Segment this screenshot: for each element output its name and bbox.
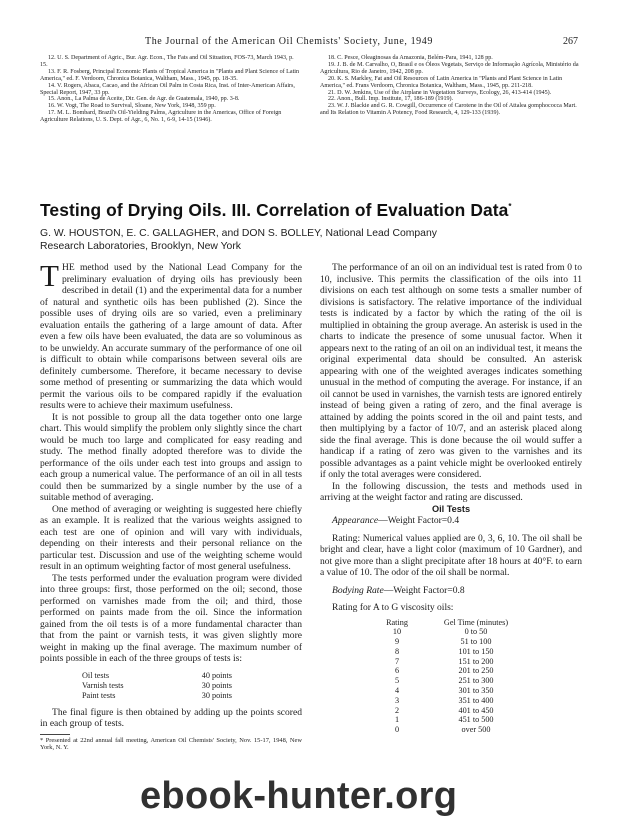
table-row	[378, 637, 582, 647]
table-row	[378, 725, 582, 735]
journal-title: The Journal of the American Oil Chemists' Society, June, 1949	[145, 36, 433, 47]
author-affiliation: Research Laboratories, Brooklyn, New York	[40, 241, 241, 252]
author-block	[40, 227, 437, 253]
reference-item: 20. K. S. Markley, Fat and Oil Resources of Latin America in "Plants and Plant Science in Latin America," ed. Frans Verdoorn, Chronica Botanica, Waltham, Mass., 1945, pp. 211-218.	[320, 75, 563, 89]
reference-item: 21. D. W. Jenkins, Use of the Airplane in Vegetation Surveys, Ecology, 26, 413-414 (1945).	[328, 89, 552, 96]
gel-time-cell: 101 to 150	[458, 646, 494, 656]
subsection-label: Bodying Rate	[332, 584, 384, 596]
page-number: 267	[563, 36, 578, 47]
rating-cell: 8	[394, 646, 400, 656]
paragraph: Rating: Numerical values applied are 0, 3, 6, 10. The oil shall be bright and clear, have a light color (maximum of 10 Gardner), and not give more than a slight precipitate after 18 hours at 40°F. to earn a value of 10. The odor of the oil shall be normal.	[320, 532, 582, 578]
weight-factor: —Weight Factor=0.4	[378, 515, 460, 526]
points-row	[82, 671, 232, 681]
body-column-left	[40, 258, 302, 751]
gel-time-cell: 451 to 500	[458, 715, 494, 725]
gel-time-cell: 0 to 50	[464, 627, 488, 637]
subsection-heading	[320, 515, 582, 527]
subsection-label: Appearance	[332, 515, 379, 526]
rating-cell: 10	[392, 627, 402, 637]
gel-time-table	[378, 618, 582, 736]
reference-item: 16. W. Vogt, The Road to Survival, Sloane, New York, 1948, 359 pp.	[48, 103, 216, 110]
reference-item: 12. U. S. Department of Agric., Bur. Agr. Econ., The Fats and Oil Situation, FOS-73, March 1943, p. 15.	[40, 55, 294, 68]
reference-item: 14. V. Rogers, Abaca, Cacao, and the African Oil Palm in Costa Rica, Inst. of Inter-American Affairs, Special Report, 1947, 33 pp.	[40, 82, 295, 96]
reference-item: 13. F. R. Fosberg, Principal Economic Plants of Tropical America in "Plants and Plant Science of Latin America," ed. F. Verdoorn, Chronica Botanica, Waltham, Mass., 1945, pp. 18-35.	[40, 68, 300, 82]
points-label: Paint tests	[82, 690, 116, 700]
reference-column-left	[40, 55, 302, 124]
footnote-marker: *	[508, 202, 512, 212]
paragraph: The final figure is then obtained by adding up the points scored in each group of tests.	[40, 706, 302, 729]
paragraph: The performance of an oil on an individual test is rated from 0 to 10, inclusive. This permits the classification of the oils into 11 divisions on each test although on some tests a smaller number of divisions is satisfactory. The relative importance of the individual tests is indicated by a factor by which the rating of the oil is multiplied in obtaining the group average. An asterisk is used in the charts to indicate the presence of some unusual factor. When it appears next to the rating of an oil on an individual test, it means the original experimental data should be consulted. An asterisk appearing with one of the weighted averages indicates something unusual in the method of computing the average. For instance, if an oil cannot be used in varnishes, the varnish tests are ignored entirely instead of being given a rating of zero, and the final average is attained by adding the points scored in the oil and paint tests, and then multiplying by a factor of 10/7, and an asterisk placed along side the final average. This is done because the oil would suffer a handicap if a rating of zero was given to the varnishes and its possible advantages as a paint vehicle might be overlooked entirely if only the total averages were considered.	[320, 262, 582, 480]
paragraph: The tests performed under the evaluation program were divided into three groups: first, those performed on the oil; second, those performed on varnishes made from the oil; and third, those performed on paints made from the oil. Since the information gained from the oil tests is of a more fundamental character than that from the paint or varnish tests, it was given slightly more weight in making up the final average. The maximum number of points possible in each of the three groups of tests is:	[40, 572, 302, 664]
reference-item: 17. M. L. Bombard, Brazil's Oil-Yielding Palms, Agriculture in the Americas, Office of Foreign Agriculture Relations, U. S. Dept. of Agr., 6, No. 1, 6-9, 14-15 (1946).	[40, 110, 282, 124]
rating-cell: 7	[394, 656, 400, 666]
table-row	[378, 706, 582, 716]
watermark-logo: ebook-hunter.org	[140, 775, 458, 817]
body-column-right	[320, 262, 582, 735]
rating-cell: 1	[394, 715, 400, 725]
reference-item: 22. Anon., Bull. Imp. Institute, 17, 186-189 (1919).	[328, 96, 454, 103]
drop-cap: T	[40, 258, 59, 293]
gel-time-cell: 351 to 400	[458, 695, 494, 705]
points-row	[82, 691, 232, 701]
running-header	[40, 36, 578, 50]
reference-item: 18. C. Pesce, Oleaginosas da Amazonia, Belém-Para, 1941, 128 pp.	[328, 55, 493, 61]
article-title-text: Testing of Drying Oils. III. Correlation of Evaluation Data	[40, 200, 509, 220]
gel-time-cell: 151 to 200	[458, 656, 494, 666]
paragraph: One method of averaging or weighting is suggested here chiefly as an example. It is realized that the various weights assigned to each test are one of opinion and will vary with individuals, depending on their interests and their personal reliance on the particular test. Discussion and use of the weighting scheme would result in an optimum weighting factor of most general usefulness.	[40, 503, 302, 572]
column-header: Rating	[386, 617, 408, 627]
points-table	[82, 671, 232, 701]
section-heading: Oil Tests	[431, 503, 471, 514]
rating-cell: 2	[394, 705, 400, 715]
rating-cell: 4	[394, 686, 400, 696]
footnote-divider	[40, 734, 70, 735]
article-title	[40, 200, 512, 221]
table-row	[378, 715, 582, 725]
rating-cell: 6	[394, 666, 400, 676]
gel-time-cell: 201 to 250	[458, 666, 494, 676]
paragraph: It is not possible to group all the data together onto one large chart. This would simplify the problem only slightly since the chart would be much too large and complicated for easy reading and study. The method finally adopted therefore was to divide the performance of the oils under each test into groups and assign to each group a numerical value. The performance of an oil in all tests could then be summarized by a single number by the use of a suitable method of averaging.	[40, 411, 302, 503]
subsection-heading	[320, 585, 582, 597]
column-header: Gel Time (minutes)	[443, 617, 509, 627]
table-row	[378, 666, 582, 676]
gel-time-cell: 301 to 350	[458, 686, 494, 696]
gel-time-cell: 251 to 300	[458, 676, 494, 686]
points-value: 40 points	[201, 670, 232, 680]
table-row	[378, 686, 582, 696]
reference-item: 23. W. J. Blackie and G. R. Cowgill, Occurrence of Carotene in the Oil of Attalea gomphococca Mart. and Its Relation to Vitamin A Potency, Food Research, 4, 129-133 (1939).	[320, 103, 577, 117]
author-names: G. W. HOUSTON, E. C. GALLAGHER, and DON S. BOLLEY, National Lead Company	[40, 228, 437, 239]
points-label: Varnish tests	[82, 680, 124, 690]
paragraph: Rating for A to G viscosity oils:	[332, 602, 454, 613]
table-row	[378, 647, 582, 657]
table-header	[378, 618, 582, 628]
paragraph	[40, 258, 302, 412]
reference-column-right	[320, 55, 582, 117]
paragraph: In the following discussion, the tests and methods used in arriving at the weight factor and rating are discussed.	[320, 480, 582, 503]
table-row	[378, 657, 582, 667]
gel-time-cell: 51 to 100	[460, 637, 492, 647]
reference-item: 19. J. B. de M. Carvalho, O, Brasil e os Óleos Vegetais, Serviço de Informação Agrícola, Ministério da Agricultura, Rio de Janeiro, 1942, 208 pp.	[320, 61, 579, 75]
points-row	[82, 681, 232, 691]
weight-factor: —Weight Factor=0.8	[383, 584, 465, 596]
points-value: 30 points	[201, 680, 232, 690]
gel-time-cell: 401 to 450	[458, 705, 494, 715]
rating-cell: 9	[394, 637, 400, 647]
table-row	[378, 676, 582, 686]
table-row	[378, 627, 582, 637]
reference-item: 15. Anon., La Palma de Aceite, Dir. Gen. de Agr. de Guatemala, 1940, pp. 3-8.	[48, 96, 240, 103]
table-row	[378, 696, 582, 706]
points-value: 30 points	[201, 690, 232, 700]
gel-time-cell: over 500	[461, 725, 491, 735]
rating-cell: 5	[394, 676, 400, 686]
footnote: * Presented at 22nd annual fall meeting, American Oil Chemists' Society, Nov. 15-17, 1948, New York, N. Y.	[40, 736, 302, 751]
points-label: Oil tests	[82, 670, 110, 680]
rating-cell: 3	[394, 695, 400, 705]
paragraph-text: HE method used by the National Lead Company for the preliminary evaluation of drying oils has previously been described in detail (1) and the experimental data for a number of natural and synthetic oils has been published (2). Since the possible uses of drying oils are so varied, even a preliminary evaluation entails the gathering of a large amount of data. After even a few oils have been evaluated, the data are so voluminous as to be unwieldy. An accurate summary of the performance of one oil is difficult to obtain while comparisons between several oils are definitely cumbersome. Therefore, it became necessary to devise some method of presenting or summarizing the data which would permit the various oils to be compared rapidly if the evaluation results were to achieve their maximum usefulness.	[40, 262, 302, 411]
rating-cell: 0	[394, 725, 400, 735]
